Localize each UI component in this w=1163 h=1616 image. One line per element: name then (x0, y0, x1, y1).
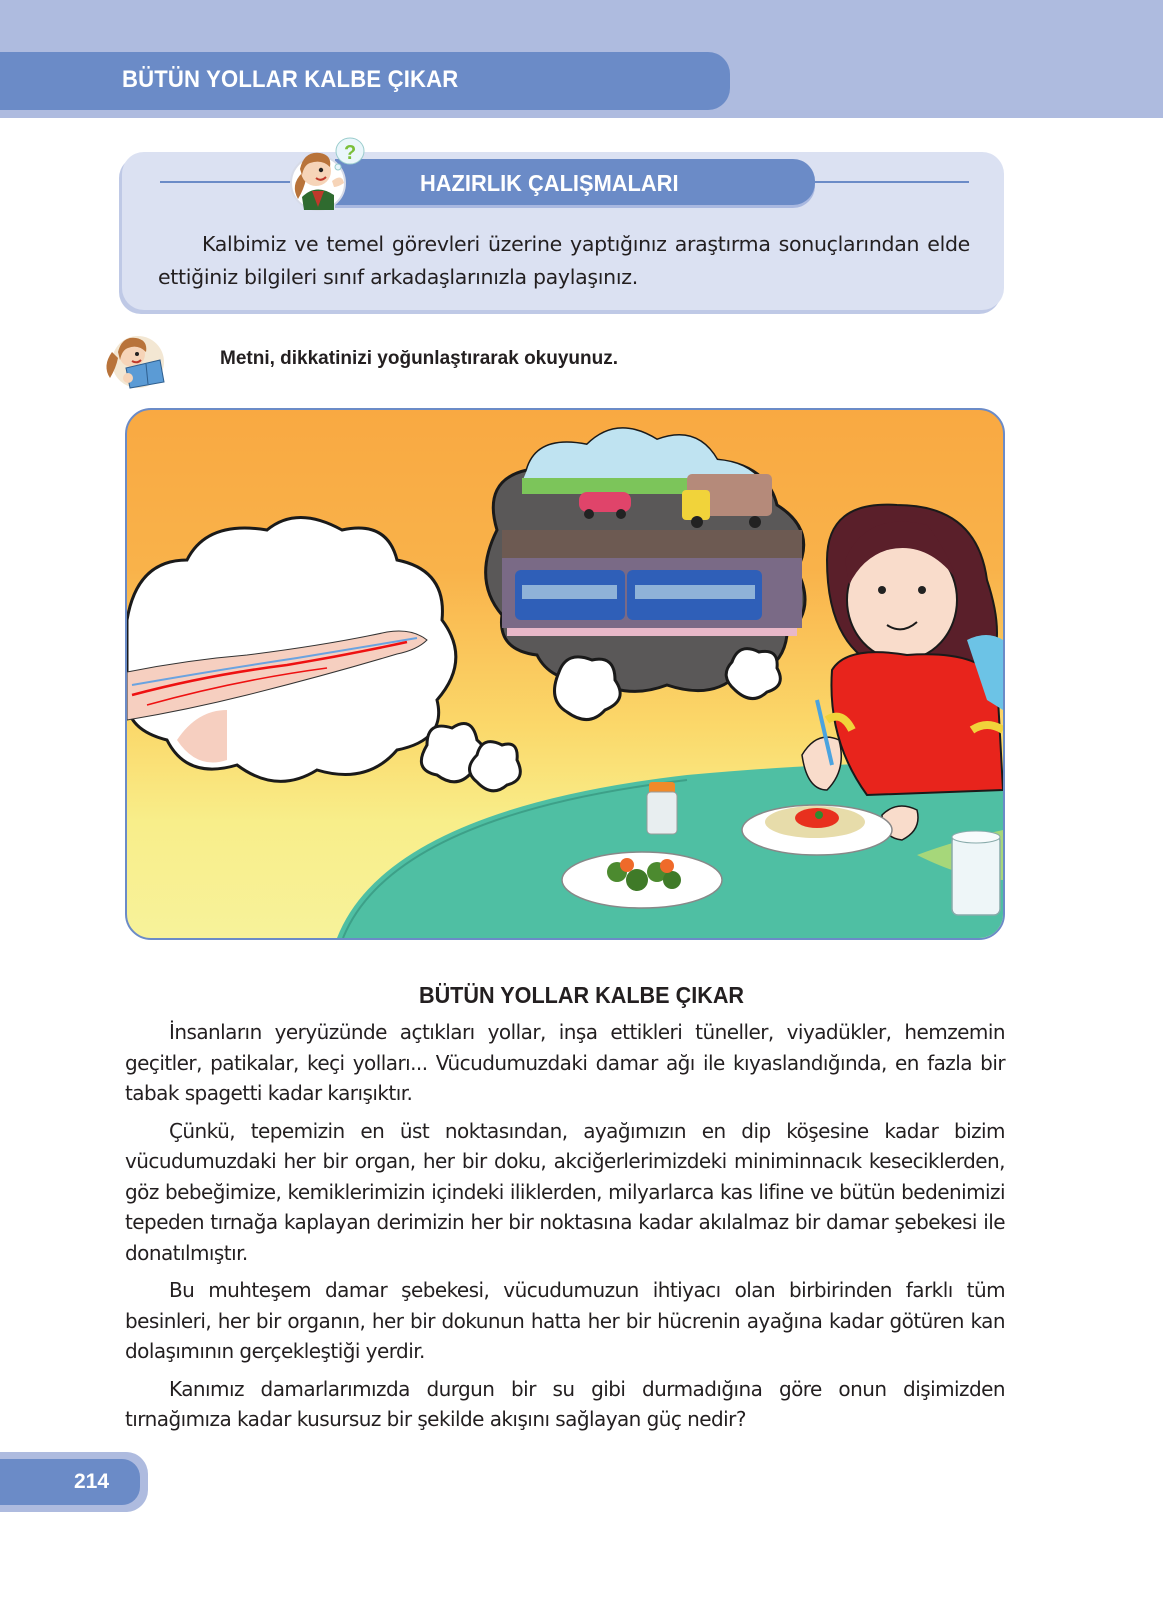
article-body (125, 1017, 1005, 1442)
glass-of-water (952, 831, 1000, 915)
preparation-text: Kalbimiz ve temel görevleri üzerine yaptığınız araştırma sonuçlarından elde ettiğiniz bilgileri sınıf arkadaşlarınızla paylaşınız. (158, 232, 970, 289)
svg-text:?: ? (344, 142, 357, 164)
chapter-title: BÜTÜN YOLLAR KALBE ÇIKAR (122, 66, 459, 93)
girl-question-mascot-icon (280, 135, 365, 213)
divider-line-right (815, 181, 969, 183)
salt-shaker (647, 782, 677, 834)
salad-plate (562, 852, 722, 908)
article-title: BÜTÜN YOLLAR KALBE ÇIKAR (418, 982, 745, 1008)
article-paragraph: Çünkü, tepemizin en üst noktasından, ayağımızın en dip köşesine kadar bizim vücudumuzdaki her bir organ, her bir doku, akciğerlerimizdeki miniminnacık keseciklerden, göz bebeğimize, kemiklerimizin içindeki iliklerden, milyarlarca kas lifine ve bütün bedenimizi tepeden tırnağa kaplayan derimizin her bir noktasına kadar akılalmaz bir damar şebekesi ile donatılmıştır. (125, 1118, 1005, 1265)
reading-instruction: Metni, dikkatinizi yoğunlaştırarak okuyunuz. (220, 348, 619, 369)
girl-reading-book-icon (98, 332, 180, 390)
preparation-title: HAZIRLIK ÇALIŞMALARI (420, 170, 679, 196)
page-number-badge (0, 1459, 140, 1505)
spaghetti-plate (742, 805, 892, 855)
article-paragraph: İnsanların yeryüzünde açtıkları yollar, inşa ettikleri tüneller, viyadükler, hemzemin geçitler, patikalar, keçi yolları... Vücudumuzdaki damar ağı ile kıyaslandığında, en fazla bir tabak spagetti kadar karışıktır. (125, 1020, 1005, 1105)
arm-veins-thought-cloud (127, 518, 456, 782)
article-paragraph: Bu muhteşem damar şebekesi, vücudumuzun ihtiyacı olan birbirinden farklı tüm besinleri, her bir organın, her bir dokunun hatta her bir hücrenin ayağına kadar götüren kan dolaşımının gerçekleştiği yerdir. (125, 1278, 1005, 1363)
article-paragraph: Kanımız damarlarımızda durgun bir su gibi durmadığına göre onun dişimizden tırnağımıza kadar kusursuz bir şekilde akışını sağlayan güç nedir? (125, 1376, 1005, 1431)
divider-line-left (160, 181, 300, 183)
story-illustration (125, 408, 1005, 940)
page-number: 214 (74, 1470, 110, 1493)
